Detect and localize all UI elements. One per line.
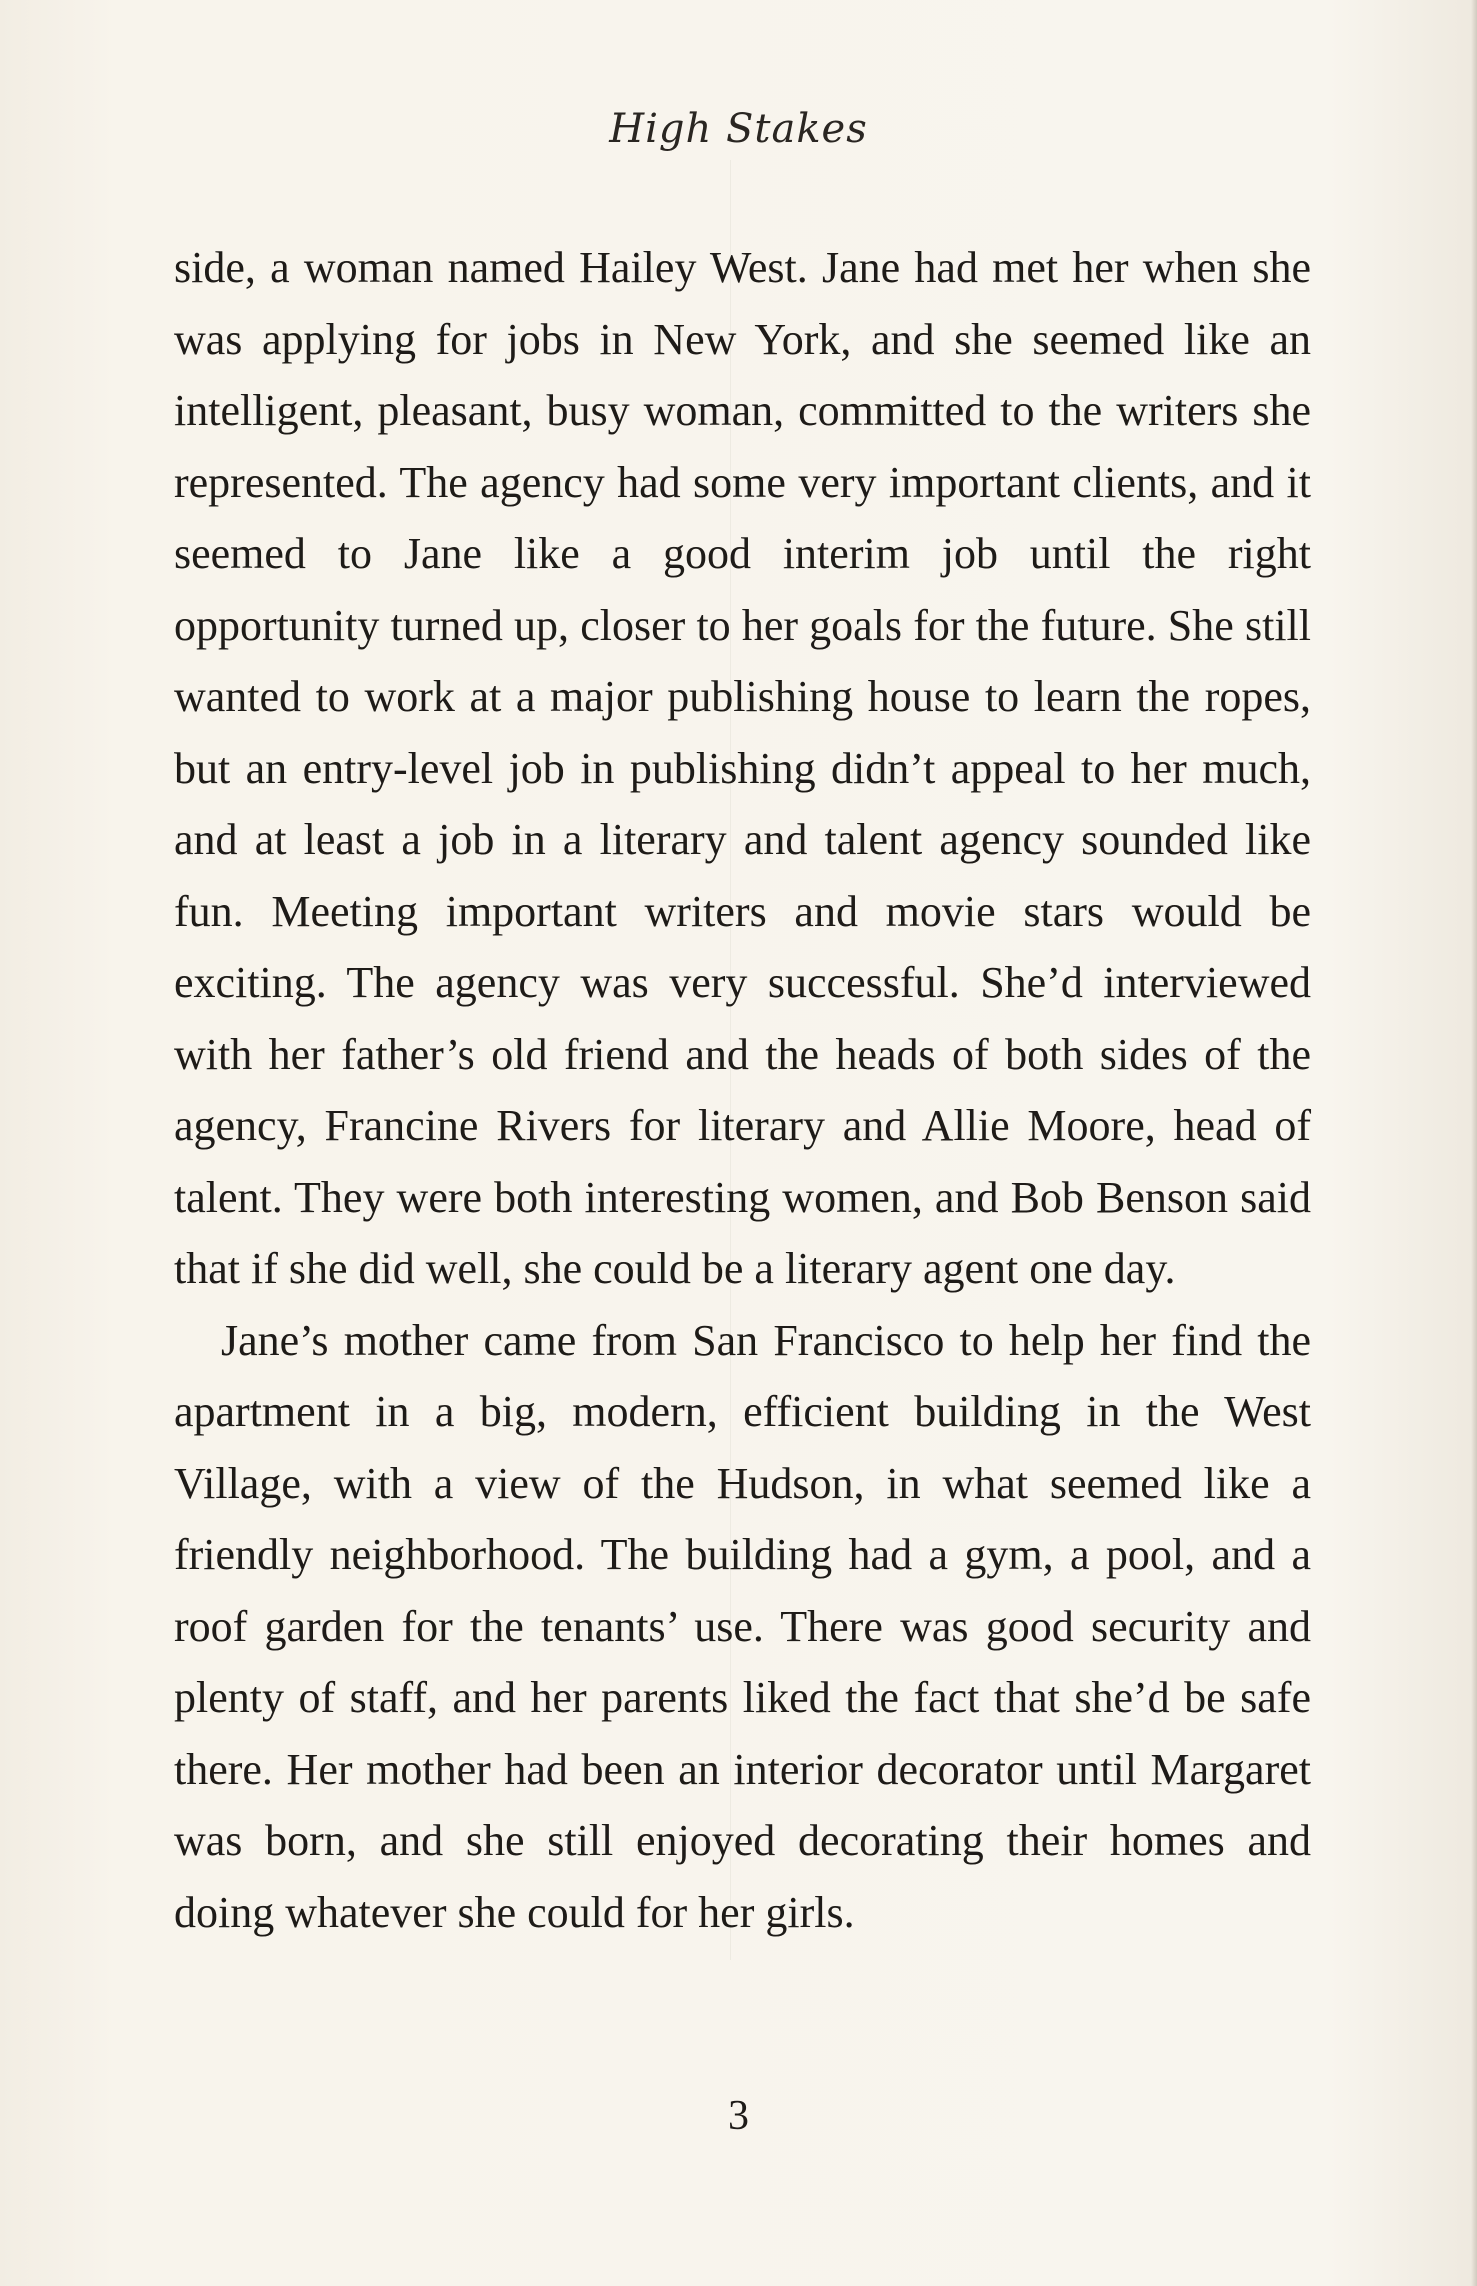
page-edge-shadow [1471, 0, 1477, 2286]
paragraph-2: Jane’s mother came from San Francisco to help her find the apartment in a big, modern, efficient building in the West Village, with a view of the Hudson, in what seemed like a friendly neighborhood. The building had a gym, a pool, and a roof garden for the tenants’ use. There was good security and plenty of staff, and her parents liked the fact that she’d be safe there. Her mother had been an interior decorator until Margaret was born, and she still enjoyed decorating their homes and doing whatever she could for her girls. [174, 1315, 1311, 1937]
page-number: 3 [728, 2093, 749, 2139]
running-head: High Stakes [609, 106, 868, 152]
body-text [174, 232, 1311, 1948]
paragraph-1: side, a woman named Hailey West. Jane had met her when she was applying for jobs in New York, and she seemed like an intelligent, pleasant, busy woman, committed to the writers she represented. The agency had some very important clients, and it seemed to Jane like a good interim job until the right opportunity turned up, closer to her goals for the future. She still wanted to work at a major publishing house to learn the ropes, but an entry-level job in publishing didn’t appeal to her much, and at least a job in a literary and talent agency sounded like fun. Meeting important writers and movie stars would be exciting. The agency was very successful. She’d interviewed with her father’s old friend and the heads of both sides of the agency, Francine Rivers for literary and Allie Moore, head of talent. They were both interesting women, and Bob Benson said that if she did well, she could be a literary agent one day. [174, 243, 1311, 1293]
